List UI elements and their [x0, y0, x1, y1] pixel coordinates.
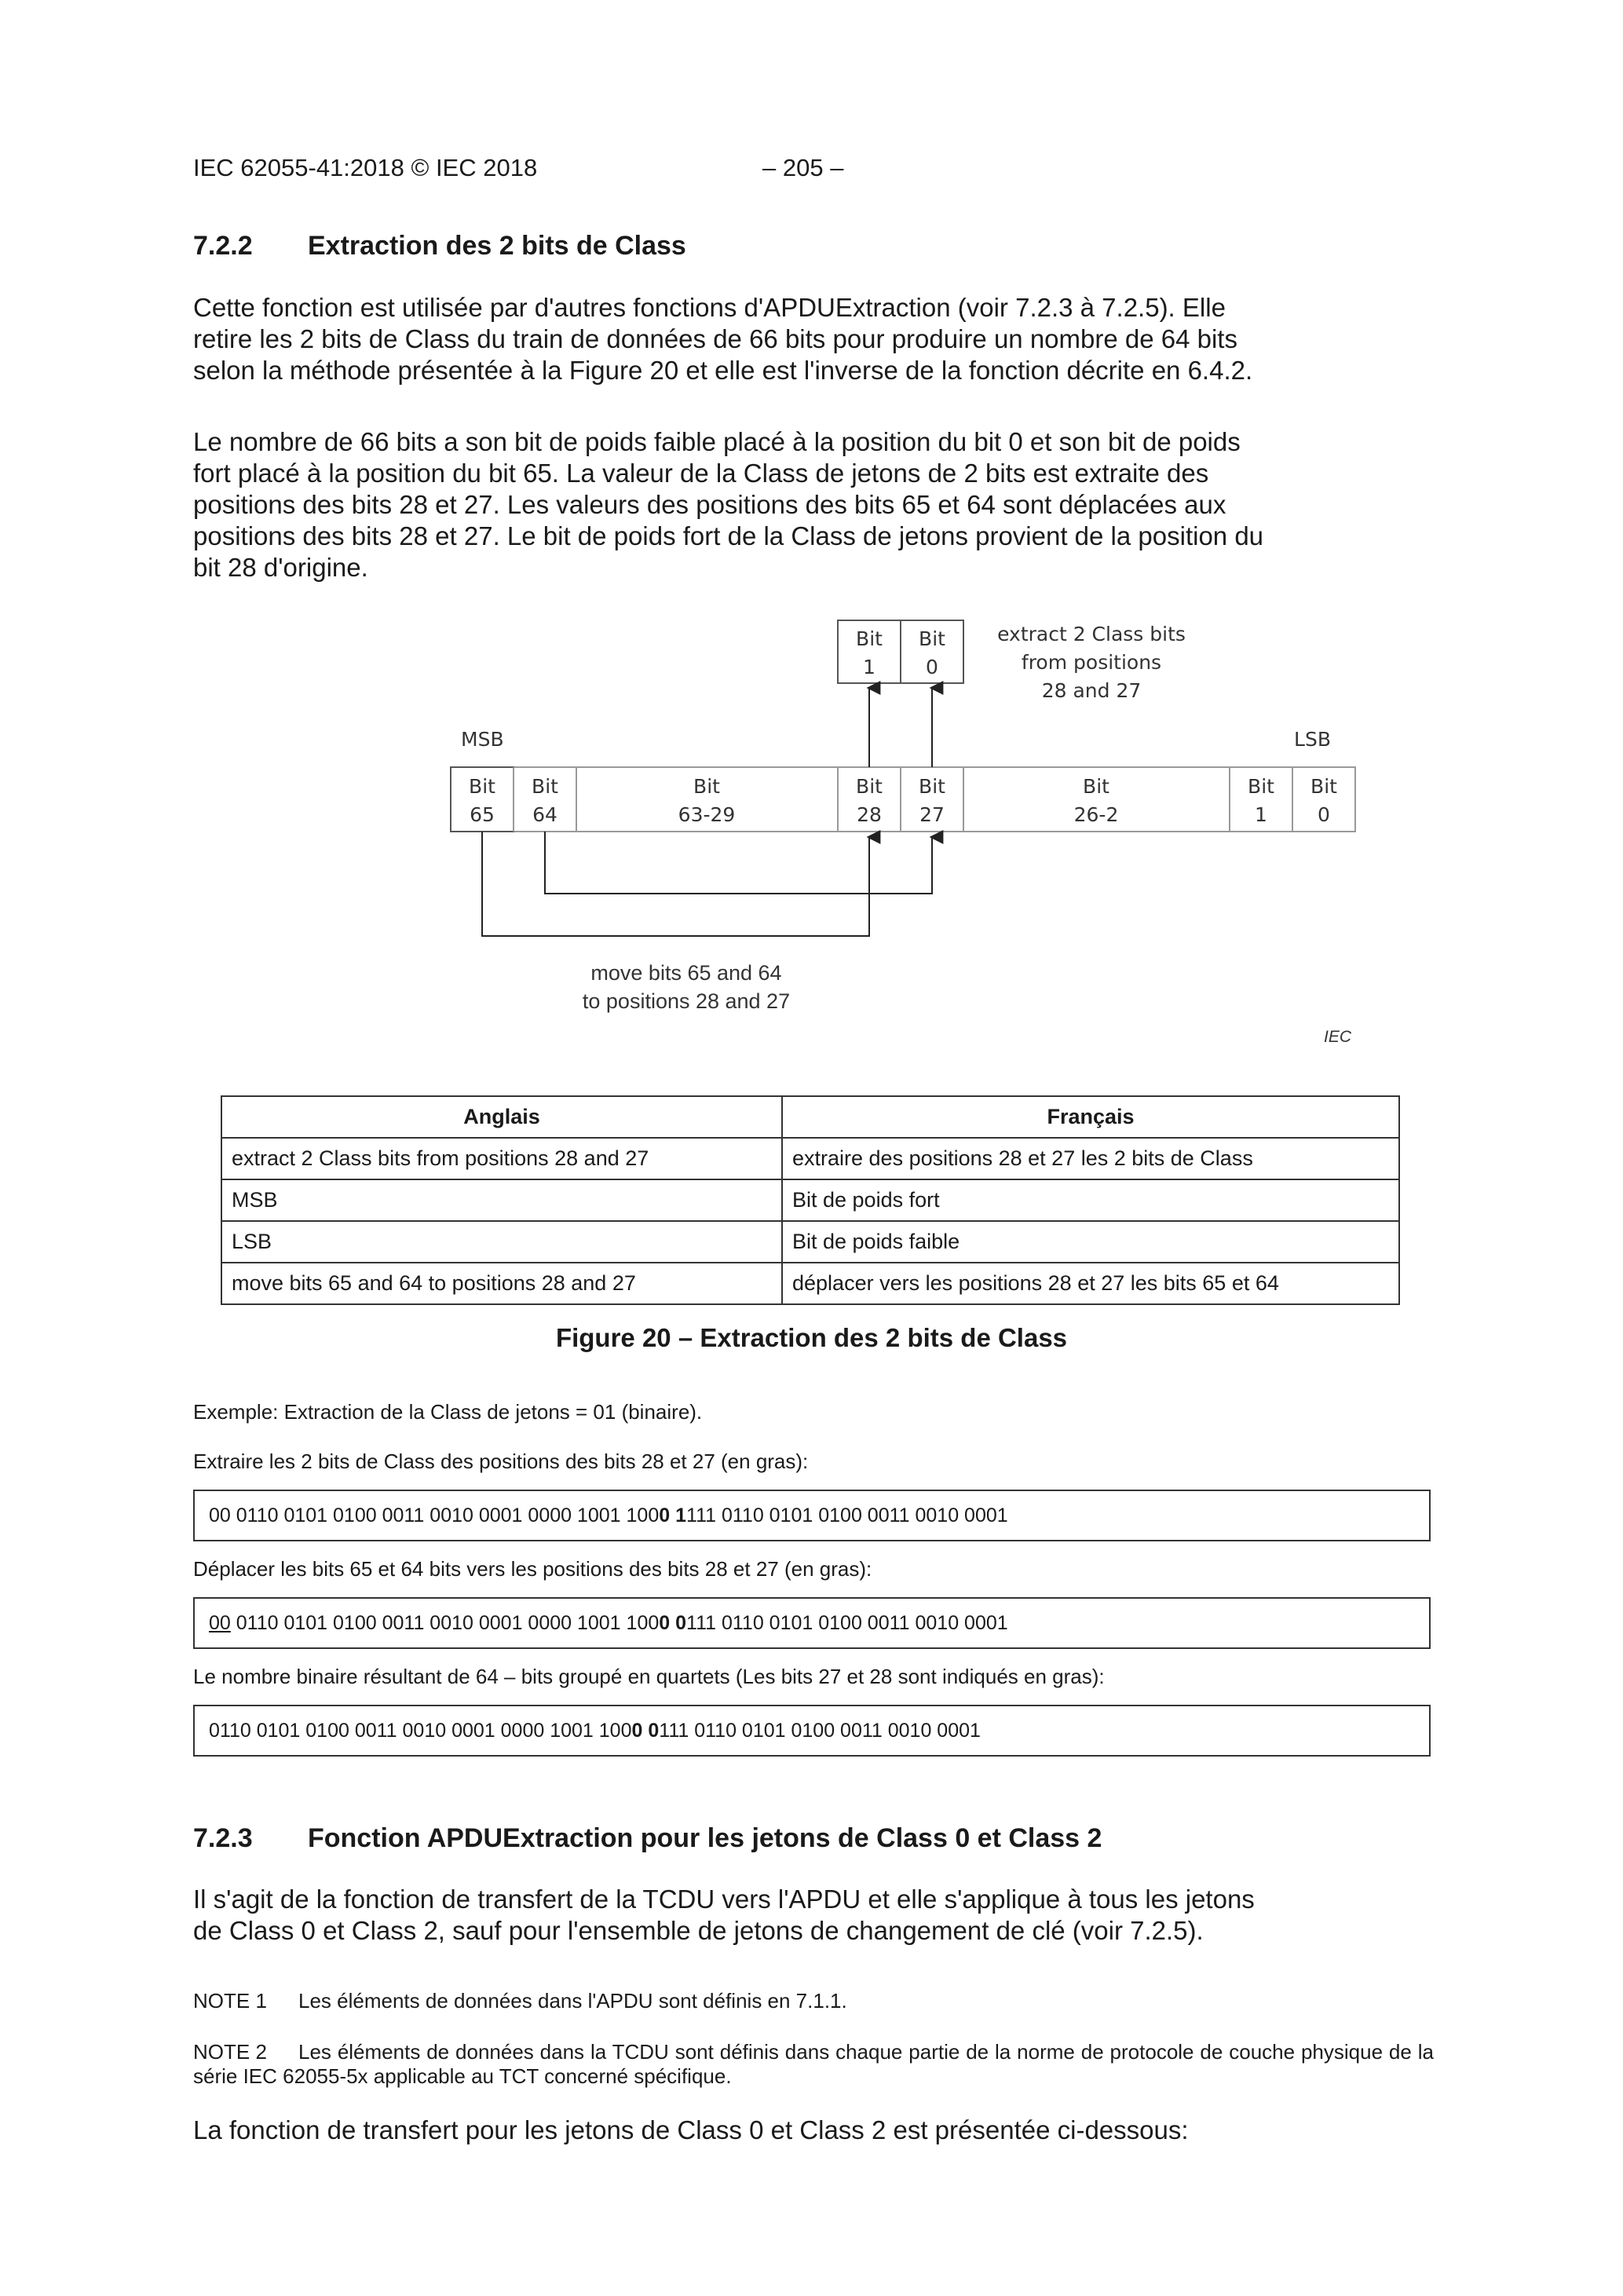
paragraph-line: selon la méthode présentée à la Figure 20 et elle est l'inverse de la fonction décrite en 6.4.2.: [193, 356, 1253, 385]
cell-word: Bit: [1248, 775, 1274, 798]
page-number: – 205 –: [762, 154, 844, 181]
cell-num-64: 64: [532, 803, 557, 826]
top-cell-bit1-num: 1: [863, 656, 875, 678]
binary-text: 0110 0101 0100 0011 0010 0001 0000 1001 100: [230, 1612, 660, 1634]
binary-bold-bits: 0 0: [659, 1612, 687, 1634]
binary-text: 111 0110 0101 0100 0011 0010 0001: [686, 1612, 1008, 1634]
table-header-row: [221, 1096, 1399, 1138]
table-row: [221, 1221, 1399, 1263]
translation-table: [221, 1095, 1400, 1305]
register-row: [451, 767, 1355, 832]
cell-french: Bit de poids fort: [782, 1179, 1399, 1221]
cell-word: Bit: [532, 775, 558, 798]
header-french: Français: [782, 1096, 1399, 1138]
paragraph-line: retire les 2 bits de Class du train de données de 66 bits pour produire un nombre de 64 bits: [193, 324, 1237, 353]
binary-text: 00 0110 0101 0100 0011 0010 0001 0000 1001 100: [209, 1504, 660, 1526]
table-row: [221, 1263, 1399, 1304]
binary-text: 0110 0101 0100 0011 0010 0001 0000 1001 100: [209, 1720, 632, 1742]
figure-caption: Figure 20 – Extraction des 2 bits de Class: [555, 1323, 1068, 1352]
cell-english: move bits 65 and 64 to positions 28 and 27: [221, 1263, 782, 1304]
move-label-line: move bits 65 and 64: [590, 961, 782, 985]
binary-box-step3: [193, 1705, 1431, 1757]
note-text: Les éléments de données dans l'APDU sont définis en 7.1.1.: [298, 1989, 847, 2013]
section-title: Extraction des 2 bits de Class: [308, 231, 686, 261]
iec-source-mark: IEC: [1323, 1028, 1351, 1046]
binary-bold-bits: 0 0: [631, 1720, 660, 1742]
paragraph-line: de Class 0 et Class 2, sauf pour l'ensemble de jetons de changement de clé (voir 7.2.5).: [193, 1916, 1204, 1945]
note-2: [193, 2040, 1434, 2089]
closing-sentence: La fonction de transfert pour les jetons de Class 0 et Class 2 est présentée ci-dessous:: [193, 2115, 1189, 2144]
cell-word: Bit: [1310, 775, 1337, 798]
note-label: NOTE 2: [193, 2040, 267, 2064]
cell-num-0: 0: [1318, 803, 1330, 826]
cell-num-28: 28: [857, 803, 882, 826]
cell-english: LSB: [221, 1221, 782, 1263]
paragraph-line: Il s'agit de la fonction de transfert de la TCDU vers l'APDU et elle s'applique à tous les jetons: [193, 1885, 1255, 1914]
note-text: Les éléments de données dans la TCDU sont définis dans chaque partie de la norme de protocole de couche physique de la série IEC 62055-5x applicable au TCT concerné spécifique.: [193, 2040, 1434, 2088]
top-cell-bit1-word: Bit: [856, 627, 883, 650]
binary-bold-bits: 0 1: [659, 1504, 687, 1526]
cell-num-27: 27: [919, 803, 945, 826]
binary-text: 111 0110 0101 0100 0011 0010 0001: [686, 1504, 1008, 1526]
msb-label: MSB: [461, 728, 504, 751]
cell-num-1: 1: [1255, 803, 1267, 826]
cell-num-26-2: 26-2: [1073, 803, 1119, 826]
extract-label-line: from positions: [1021, 651, 1162, 674]
cell-french: extraire des positions 28 et 27 les 2 bits de Class: [782, 1138, 1399, 1179]
move-arrow-bit65-to-28: [482, 832, 869, 936]
table-row: [221, 1179, 1399, 1221]
cell-french: Bit de poids faible: [782, 1221, 1399, 1263]
cell-english: MSB: [221, 1179, 782, 1221]
binary-box-step2: [193, 1597, 1431, 1649]
binary-text: 111 0110 0101 0100 0011 0010 0001: [659, 1720, 981, 1742]
example-step1-label: Extraire les 2 bits de Class des positions des bits 28 et 27 (en gras):: [193, 1450, 809, 1473]
table-row: [221, 1138, 1399, 1179]
standard-reference: IEC 62055-41:2018 © IEC 2018: [193, 154, 538, 181]
section-number: 7.2.2: [193, 231, 253, 261]
header-english: Anglais: [221, 1096, 782, 1138]
cell-word: Bit: [693, 775, 720, 798]
extract-label-line: 28 and 27: [1041, 679, 1142, 702]
top-cell-bit0-num: 0: [926, 656, 938, 678]
cell-word: Bit: [469, 775, 495, 798]
paragraph-line: bit 28 d'origine.: [193, 553, 368, 582]
note-1: [193, 1989, 1434, 2013]
paragraph-line: positions des bits 28 et 27. Les valeurs des positions des bits 65 et 64 sont déplacées aux: [193, 490, 1226, 519]
cell-word: Bit: [1083, 775, 1109, 798]
example-intro: Exemple: Extraction de la Class de jetons = 01 (binaire).: [193, 1400, 703, 1424]
cell-english: extract 2 Class bits from positions 28 and 27: [221, 1138, 782, 1179]
extract-label-line: extract 2 Class bits: [997, 623, 1186, 645]
cell-word: Bit: [856, 775, 883, 798]
top-cell-bit0-word: Bit: [919, 627, 945, 650]
section-title: Fonction APDUExtraction pour les jetons de Class 0 et Class 2: [308, 1823, 1102, 1853]
section-number: 7.2.3: [193, 1823, 253, 1853]
paragraph-line: Le nombre de 66 bits a son bit de poids faible placé à la position du bit 0 et son bit de poids: [193, 427, 1241, 456]
binary-moved-bits: 00: [209, 1612, 231, 1634]
note-label: NOTE 1: [193, 1989, 267, 2013]
cell-num-65: 65: [470, 803, 495, 826]
cell-word: Bit: [919, 775, 945, 798]
example-step3-label: Le nombre binaire résultant de 64 – bits groupé en quartets (Les bits 27 et 28 sont indiqués en gras):: [193, 1665, 1105, 1688]
cell-num-63-29: 63-29: [678, 803, 736, 826]
section-heading-7-2-3: [193, 1823, 1102, 1854]
paragraph-line: fort placé à la position du bit 65. La valeur de la Class de jetons de 2 bits est extraite des: [193, 459, 1209, 488]
cell-french: déplacer vers les positions 28 et 27 les bits 65 et 64: [782, 1263, 1399, 1304]
paragraph-line: positions des bits 28 et 27. Le bit de poids fort de la Class de jetons provient de la position du: [193, 521, 1264, 550]
paragraph-line: Cette fonction est utilisée par d'autres fonctions d'APDUExtraction (voir 7.2.3 à 7.2.5). Elle: [193, 293, 1226, 322]
move-label-line: to positions 28 and 27: [582, 989, 791, 1013]
lsb-label: LSB: [1294, 728, 1331, 751]
binary-box-step1: [193, 1490, 1431, 1541]
paragraph-7-2-3: [193, 1884, 1434, 1947]
example-step2-label: Déplacer les bits 65 et 64 bits vers les positions des bits 28 et 27 (en gras):: [193, 1557, 872, 1581]
move-arrow-bit64-to-27: [545, 832, 932, 894]
